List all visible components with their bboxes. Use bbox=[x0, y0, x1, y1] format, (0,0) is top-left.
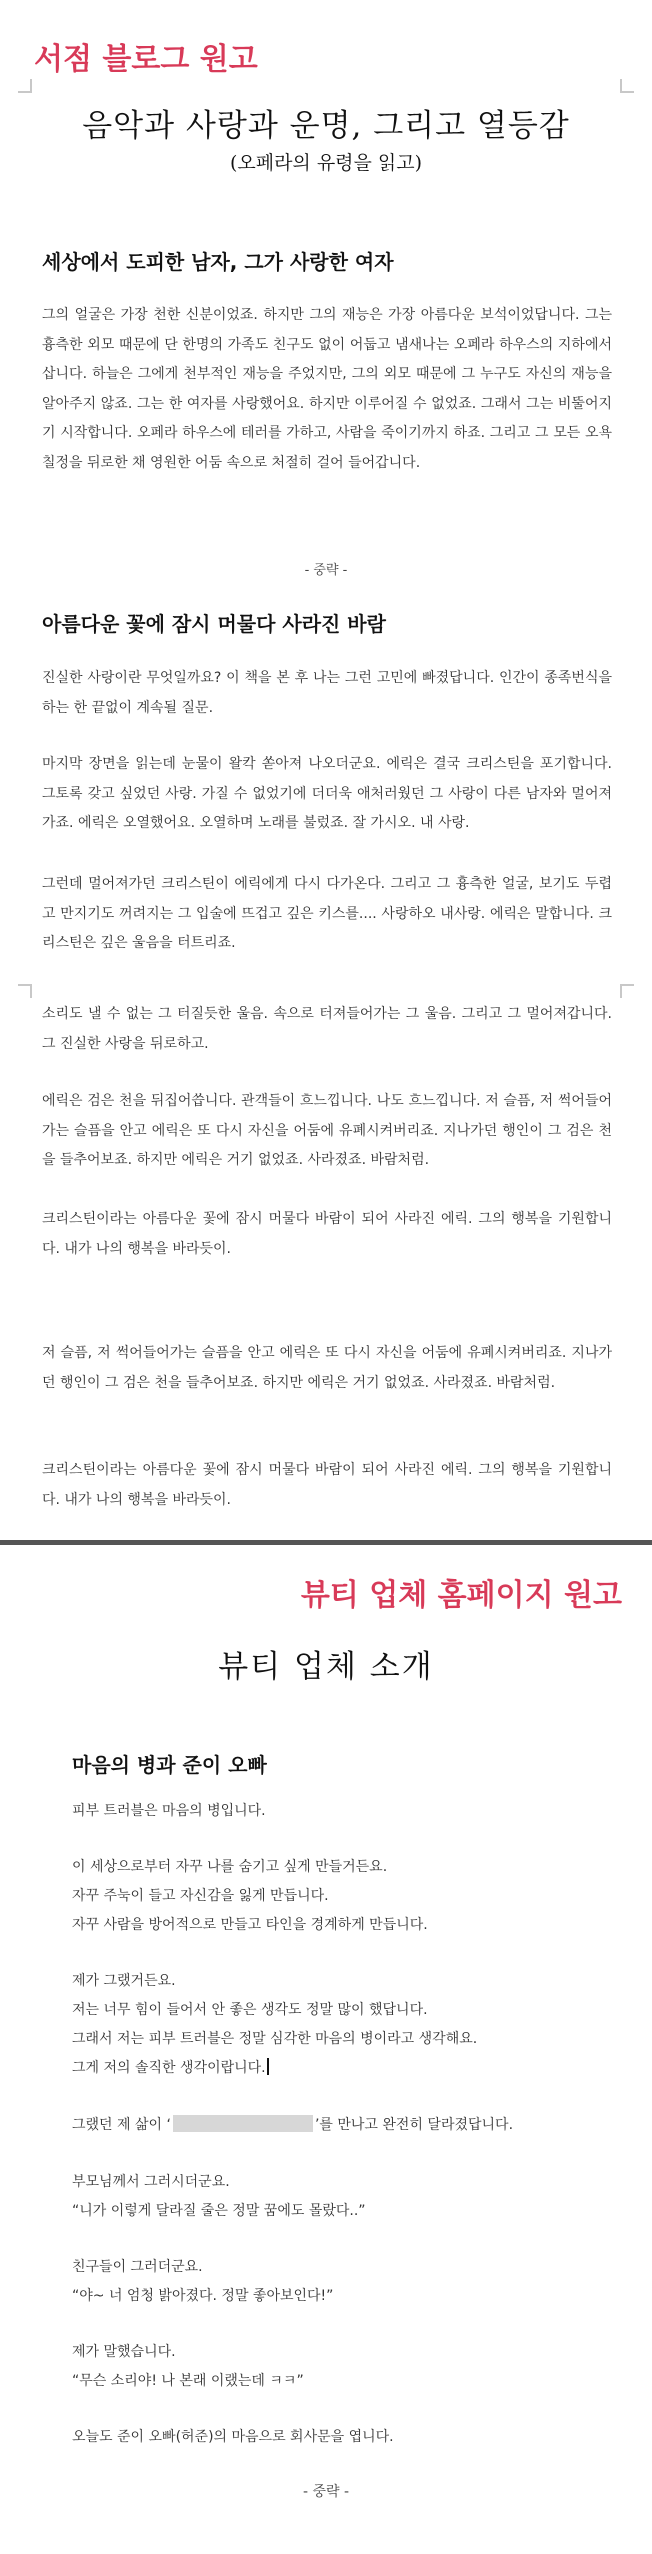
section-label: 뷰티 업체 홈페이지 원고 bbox=[300, 1578, 622, 1613]
text-line: 이 세상으로부터 자꾸 나를 숨기고 싶게 만들거든요. bbox=[72, 1859, 388, 1875]
text-line: 오늘도 준이 오빠(허준)의 마음으로 회사문을 엽니다. bbox=[72, 2429, 394, 2445]
text-line: 자꾸 주눅이 들고 자신감을 잃게 만듭니다. bbox=[72, 1888, 329, 1904]
page-corner-mark bbox=[620, 79, 634, 93]
page-corner-mark bbox=[18, 984, 32, 998]
text-line: “무슨 소리야! 나 본래 이랬는데 ㅋㅋ” bbox=[72, 2373, 304, 2389]
document-subtitle: (오페라의 유령을 읽고) bbox=[229, 152, 423, 174]
paragraph: 크리스틴이라는 아름다운 꽃에 잠시 머물다 바람이 되어 사라진 에릭. 그의 행복을 기원합니다. 내가 나의 행복을 바라듯이. bbox=[42, 1462, 612, 1508]
paragraph: 마지막 장면을 읽는데 눈물이 왈칵 쏟아져 나오더군요. 에릭은 결국 크리스틴을 포기합니다. 그토록 갖고 싶었던 사랑. 가질 수 없었기에 더더욱 애처러웠던 그 사랑이 다른 남자와 멀어져가죠. 에릭은 오열했어요. 오열하며 노래를 불렀죠. 잘 가시오. 내 사랑. bbox=[42, 756, 612, 831]
document-title: 음악과 사랑과 운명, 그리고 열등감 bbox=[82, 108, 570, 144]
section-label: 서점 블로그 원고 bbox=[34, 42, 258, 77]
paragraph: 에릭은 검은 천을 뒤집어씁니다. 관객들이 흐느낍니다. 나도 흐느낍니다. 저 슬픔, 저 썩어들어가는 슬픔을 안고 에릭은 또 다시 자신을 어둠에 유폐시켜버리죠. 지나가던 행인이 그 검은 천을 들추어보죠. 하지만 에릭은 거기 없었죠. 사라졌죠. 바람처럼. bbox=[42, 1093, 612, 1168]
omission-marker: - 중략 - bbox=[304, 563, 348, 578]
text-cursor bbox=[267, 2058, 269, 2075]
paragraph bbox=[72, 1853, 612, 1940]
text-line: 저는 너무 힘이 들어서 안 좋은 생각도 정말 많이 했답니다. bbox=[72, 2002, 428, 2018]
text-line: “야~ 너 엄청 밝아졌다. 정말 좋아보인다!” bbox=[72, 2288, 334, 2304]
text-line: “니가 이렇게 달라질 줄은 정말 꿈에도 몰랐다..” bbox=[72, 2203, 366, 2219]
document-title: 뷰티 업체 소개 bbox=[218, 1649, 434, 1685]
text-line: 그래서 저는 피부 트러블은 정말 심각한 마음의 병이라고 생각해요. bbox=[72, 2031, 478, 2047]
paragraph bbox=[72, 2253, 612, 2311]
text-line-content: 그게 저의 솔직한 생각이랍니다. bbox=[72, 2060, 266, 2076]
omission-marker: - 중략 - bbox=[302, 2484, 350, 2500]
paragraph: 진실한 사랑이란 무엇일까요? 이 책을 본 후 나는 그런 고민에 빠졌답니다. 인간이 종족번식을 하는 한 끝없이 계속될 질문. bbox=[42, 670, 612, 716]
paragraph: 저 슬픔, 저 썩어들어가는 슬픔을 안고 에릭은 또 다시 자신을 어둠에 유폐시켜버리죠. 지나가던 행인이 그 검은 천을 들추어보죠. 하지만 에릭은 거기 없었죠. 사라졌죠. 바람처럼. bbox=[42, 1345, 612, 1391]
paragraph bbox=[72, 1967, 612, 2083]
paragraph: 그런데 멀어져가던 크리스틴이 에릭에게 다시 다가온다. 그리고 그 흉측한 얼굴, 보기도 두렵고 만지기도 꺼려지는 그 입술에 뜨겁고 깊은 키스를.... 사랑하오 내사랑. 에릭은 말합니다. 크리스틴은 깊은 울음을 터트리죠. bbox=[42, 876, 612, 951]
paragraph bbox=[72, 2423, 612, 2452]
text-line: 부모님께서 그러시더군요. bbox=[72, 2174, 230, 2190]
text-line: 친구들이 그러더군요. bbox=[72, 2259, 203, 2275]
page-corner-mark bbox=[18, 79, 32, 93]
text-line bbox=[72, 2111, 612, 2140]
paragraph: 그의 얼굴은 가장 천한 신분이었죠. 하지만 그의 재능은 가장 아름다운 보석이었답니다. 그는 흉측한 외모 때문에 단 한명의 가족도 친구도 없이 어둡고 냄새나는 오페라 하우스의 지하에서 삽니다. 하늘은 그에게 천부적인 재능을 주었지만, 그의 외모 때문에 그 누구도 자신의 재능을 알아주지 않죠. 그는 한 여자를 사랑했어요. 하지만 이루어질 수 없었죠. 그래서 그는 비뚤어지기 시작합니다. 오페라 하우스에 테러를 가하고, 사람을 죽이기까지 하죠. 그리고 그 모든 오욕칠정을 뒤로한 채 영원한 어둠 속으로 처절히 걸어 들어갑니다. bbox=[42, 307, 612, 471]
page-corner-mark bbox=[620, 984, 634, 998]
text-segment: 그랬던 제 삶이 ‘ bbox=[72, 2117, 171, 2133]
section-heading: 세상에서 도피한 남자, 그가 사랑한 여자 bbox=[42, 250, 394, 274]
paragraph bbox=[72, 2338, 612, 2396]
section-heading: 마음의 병과 준이 오빠 bbox=[72, 1753, 267, 1777]
text-line bbox=[72, 2054, 612, 2083]
paragraph bbox=[72, 2168, 612, 2226]
text-segment: ’를 만나고 완전히 달라졌답니다. bbox=[314, 2117, 514, 2133]
paragraph bbox=[72, 1797, 612, 1826]
paragraph: 크리스틴이라는 아름다운 꽃에 잠시 머물다 바람이 되어 사라진 에릭. 그의 행복을 기원합니다. 내가 나의 행복을 바라듯이. bbox=[42, 1211, 612, 1257]
text-line: 제가 그랬거든요. bbox=[72, 1973, 176, 1989]
text-line: 제가 말했습니다. bbox=[72, 2344, 176, 2360]
paragraph bbox=[72, 2111, 612, 2140]
text-line: 피부 트러블은 마음의 병입니다. bbox=[72, 1803, 266, 1819]
paragraph: 소리도 낼 수 없는 그 터질듯한 울음. 속으로 터져들어가는 그 울음. 그리고 그 멀어져갑니다. 그 진실한 사랑을 뒤로하고. bbox=[42, 1006, 612, 1052]
text-line: 자꾸 사람을 방어적으로 만들고 타인을 경계하게 만듭니다. bbox=[72, 1917, 428, 1933]
section-heading: 아름다운 꽃에 잠시 머물다 사라진 바람 bbox=[42, 612, 386, 636]
section-separator bbox=[0, 1540, 652, 1545]
redacted-brand-name bbox=[173, 2115, 313, 2132]
